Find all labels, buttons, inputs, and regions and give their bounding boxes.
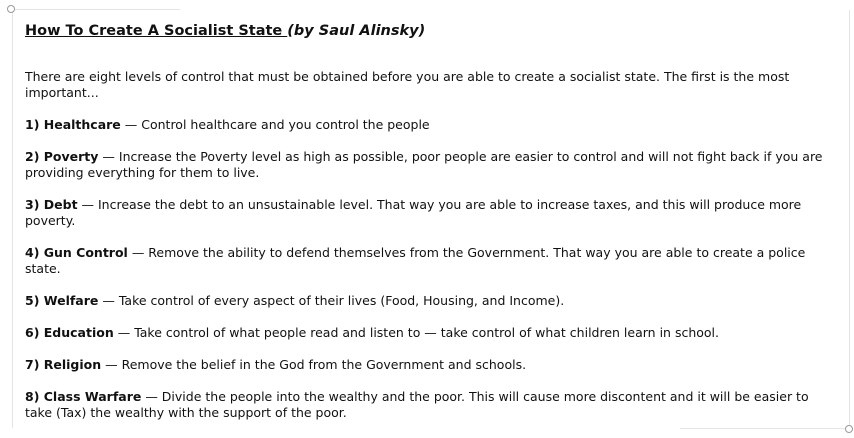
item-heading: 7) Religion [25,357,102,372]
item-heading: 4) Gun Control [25,245,128,260]
item-text: — Increase the Poverty level as high as possible, poor people are easier to control and will not fight back if you are providing everything for them to live. [25,149,823,180]
list-item [25,245,833,277]
item-heading: 6) Education [25,325,114,340]
document-body [25,21,833,437]
frame-top-edge [12,9,180,10]
resize-handle-top-left[interactable] [7,5,15,13]
item-heading: 8) Class Warfare [25,389,142,404]
item-text: — Take control of what people read and listen to — take control of what children learn in school. [113,325,719,340]
item-heading: 2) Poverty [25,149,99,164]
item-text: — Control healthcare and you control the people [120,117,430,132]
intro-paragraph: There are eight levels of control that must be obtained before you are able to create a socialist state. The first is the most important... [25,69,790,100]
title-main: How To Create A Socialist State [25,23,288,39]
item-text: — Take control of every aspect of their lives (Food, Housing, and Income). [98,293,565,308]
item-text: — Divide the people into the wealthy and the poor. This will cause more discontent and it will be easier to take (Tax) the wealthy with the support of the poor. [25,389,809,420]
list-item [25,357,833,373]
list-item [25,325,833,341]
item-heading: 3) Debt [25,197,78,212]
list-item [25,197,833,229]
title-author: (by Saul Alinsky) [287,23,426,39]
item-heading: 5) Welfare [25,293,99,308]
list-item [25,389,833,421]
item-text: — Remove the ability to defend themselves from the Government. That way you are able to create a police state. [25,245,806,276]
item-heading: 1) Healthcare [25,117,121,132]
list-item [25,293,833,309]
list-item [25,117,833,133]
item-text: — Remove the belief in the God from the Government and schools. [101,357,527,372]
page-title [25,21,833,41]
list-item [25,149,833,181]
item-text: — Increase the debt to an unsustainable level. That way you are able to increase taxes, and this will produce more poverty. [25,197,802,228]
resize-handle-bottom-right[interactable] [845,425,853,433]
